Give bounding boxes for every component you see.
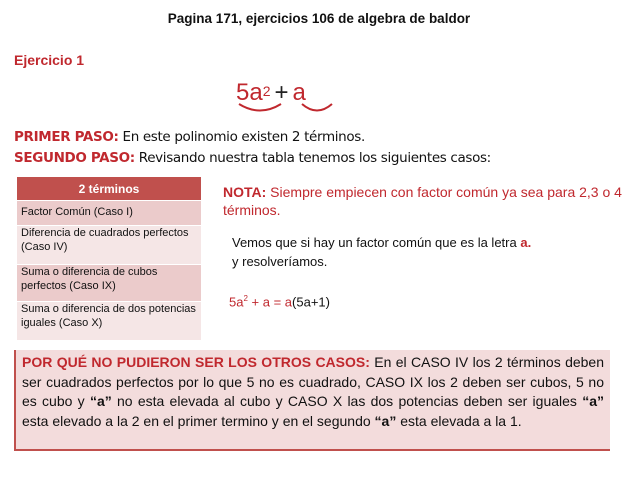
cases-table-header: 2 términos	[17, 177, 201, 201]
note-text: Siempre empiecen con factor común ya sea para 2,3 o 4 términos.	[223, 184, 622, 218]
why-text-2: no esta elevada al cubo y CASO X las dos potencias deben ser iguales	[111, 393, 583, 410]
result-parenthesis: (5a+1)	[292, 294, 330, 310]
result-lhs-exponent: 2	[243, 294, 248, 303]
why-heading: POR QUÉ NO PUDIERON SER LOS OTROS CASOS:	[22, 354, 370, 370]
case-cell: Diferencia de cuadrados perfectos (Caso IV)	[17, 226, 201, 265]
second-step-label: SEGUNDO PASO:	[14, 150, 135, 166]
why-text-1: En el CASO IV los 2 términos deben ser cuadrados perfectos por lo que 5 no es cuadrado, CASO IX los 2 deben ser cubos, 5 no es cubo y	[22, 354, 604, 410]
second-step	[14, 150, 491, 166]
why-quote-1: “a”	[89, 393, 112, 410]
term-2: a	[292, 79, 306, 106]
why-text-3: esta elevado a la 2 en el primer termino y en el segundo	[22, 412, 375, 429]
first-step-text: En este polinomio existen 2 términos.	[118, 129, 365, 145]
explanation-highlight: a.	[520, 235, 532, 250]
why-quote-3: “a”	[374, 412, 397, 429]
explanation	[232, 233, 622, 271]
cases-table	[17, 177, 201, 340]
term-2-underbrace	[302, 104, 332, 111]
result-factor: a	[284, 294, 293, 310]
first-step-label: PRIMER PASO:	[14, 129, 119, 145]
term-underbraces	[236, 101, 346, 117]
why-text-4: esta elevada a la 1.	[396, 412, 522, 429]
table-row	[17, 265, 201, 302]
note-label: NOTA:	[223, 184, 267, 200]
table-row	[17, 302, 201, 341]
factored-result	[229, 294, 330, 309]
result-mid: + a =	[247, 294, 285, 310]
result-lhs-base: 5a	[229, 294, 244, 310]
why-not-other-cases-box	[14, 350, 610, 451]
term-1-underbrace	[239, 104, 281, 111]
table-row	[17, 226, 201, 265]
exercise-label: Ejercicio 1	[14, 52, 85, 68]
case-cell: Suma o diferencia de dos potencias iguales (Caso X)	[17, 302, 201, 341]
explanation-text: Vemos que si hay un factor común que es la letra	[232, 235, 521, 250]
note	[223, 183, 623, 219]
second-step-text: Revisando nuestra tabla tenemos los siguientes casos:	[134, 150, 491, 166]
case-cell: Factor Común (Caso I)	[17, 201, 201, 226]
term-1-exponent: 2	[262, 83, 271, 99]
table-row	[17, 201, 201, 226]
page-title: Pagina 171, ejercicios 106 de algebra de baldor	[167, 11, 471, 26]
plus-sign: +	[274, 79, 289, 106]
first-step	[14, 129, 365, 145]
term-1-base: 5a	[236, 79, 263, 106]
explanation-text-2: y resolveríamos.	[232, 254, 328, 269]
case-cell: Suma o diferencia de cubos perfectos (Caso IX)	[17, 265, 201, 302]
why-quote-2: “a”	[582, 393, 604, 410]
